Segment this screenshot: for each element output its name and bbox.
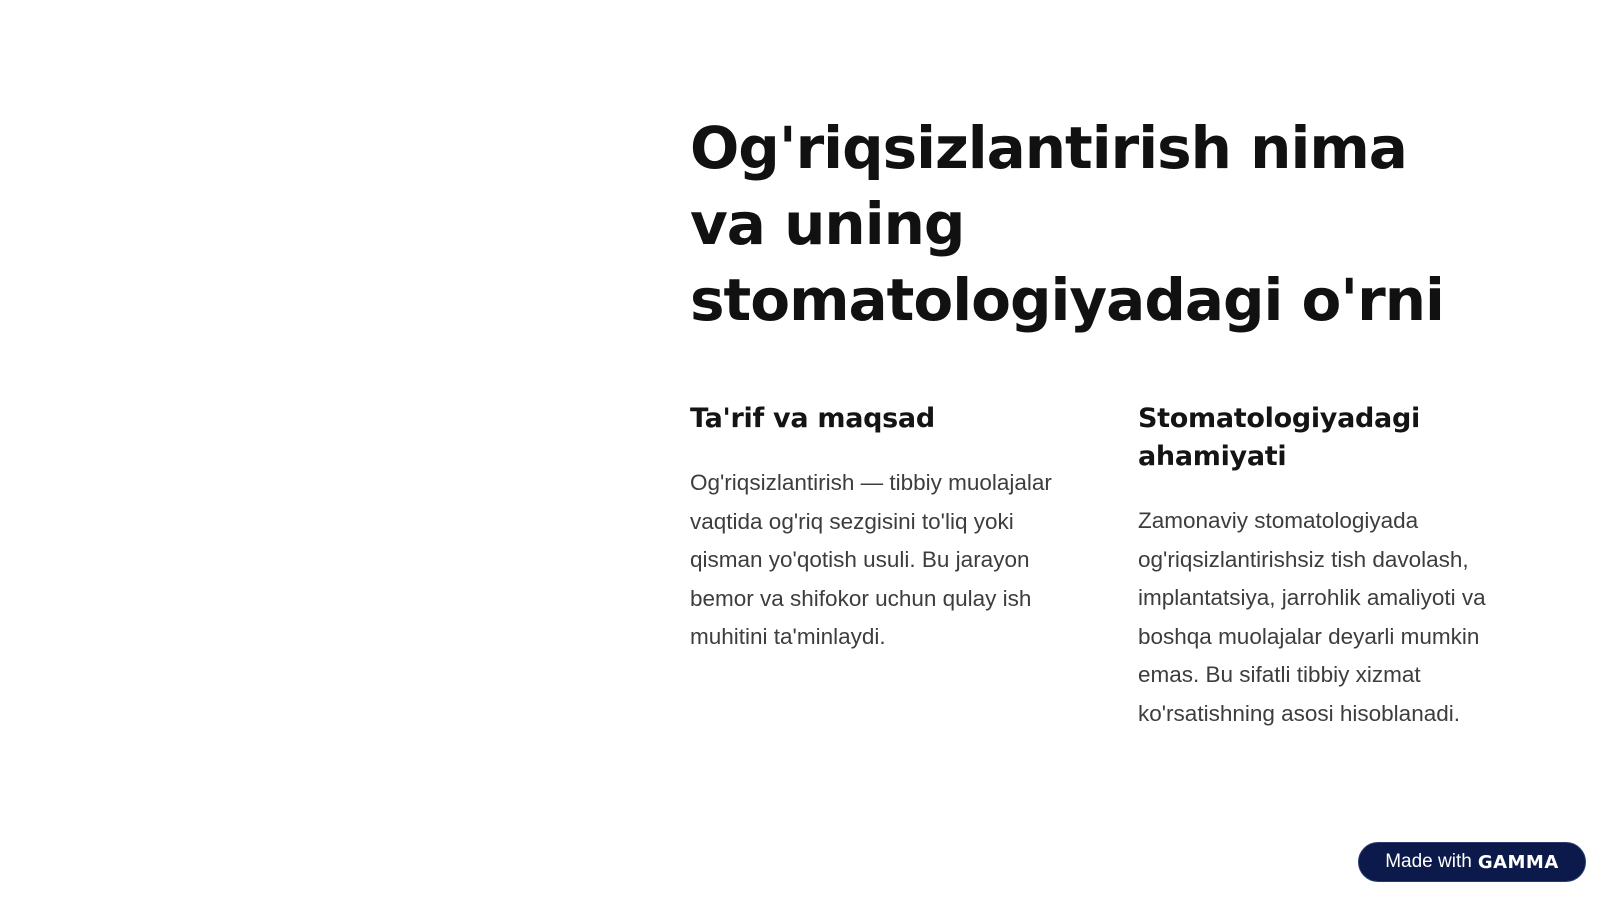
column-heading: Stomatologiyadagi ahamiyati — [1138, 403, 1420, 472]
slide-content — [690, 110, 1550, 726]
slide-title: Og'riqsizlantirish nima va uning stomatologiyadagi o'rni — [690, 114, 1444, 334]
image-panel — [0, 0, 640, 901]
gamma-logo: GAMMA — [1477, 851, 1559, 873]
column-body: Zamonaviy stomatologiyada og'riqsizlantirishsiz tish davolash, implantatsiya, jarrohlik amaliyoti va boshqa muolajalar deyarli mumkin emas. Bu sifatli tibbiy xizmat ko'rsatishning asosi hisoblanadi. — [1138, 508, 1486, 726]
column-definition — [690, 400, 1090, 657]
badge-prefix: Made with — [1385, 851, 1472, 872]
made-with-gamma-badge[interactable] — [1358, 842, 1586, 882]
columns — [690, 400, 1550, 800]
column-body: Og'riqsizlantirish — tibbiy muolajalar vaqtida og'riq sezgisini to'liq yoki qisman yo'qotish usuli. Bu jarayon bemor va shifokor uchun qulay ish muhitini ta'minlaydi. — [690, 470, 1052, 649]
column-heading: Ta'rif va maqsad — [690, 403, 935, 434]
column-importance — [1138, 400, 1538, 733]
